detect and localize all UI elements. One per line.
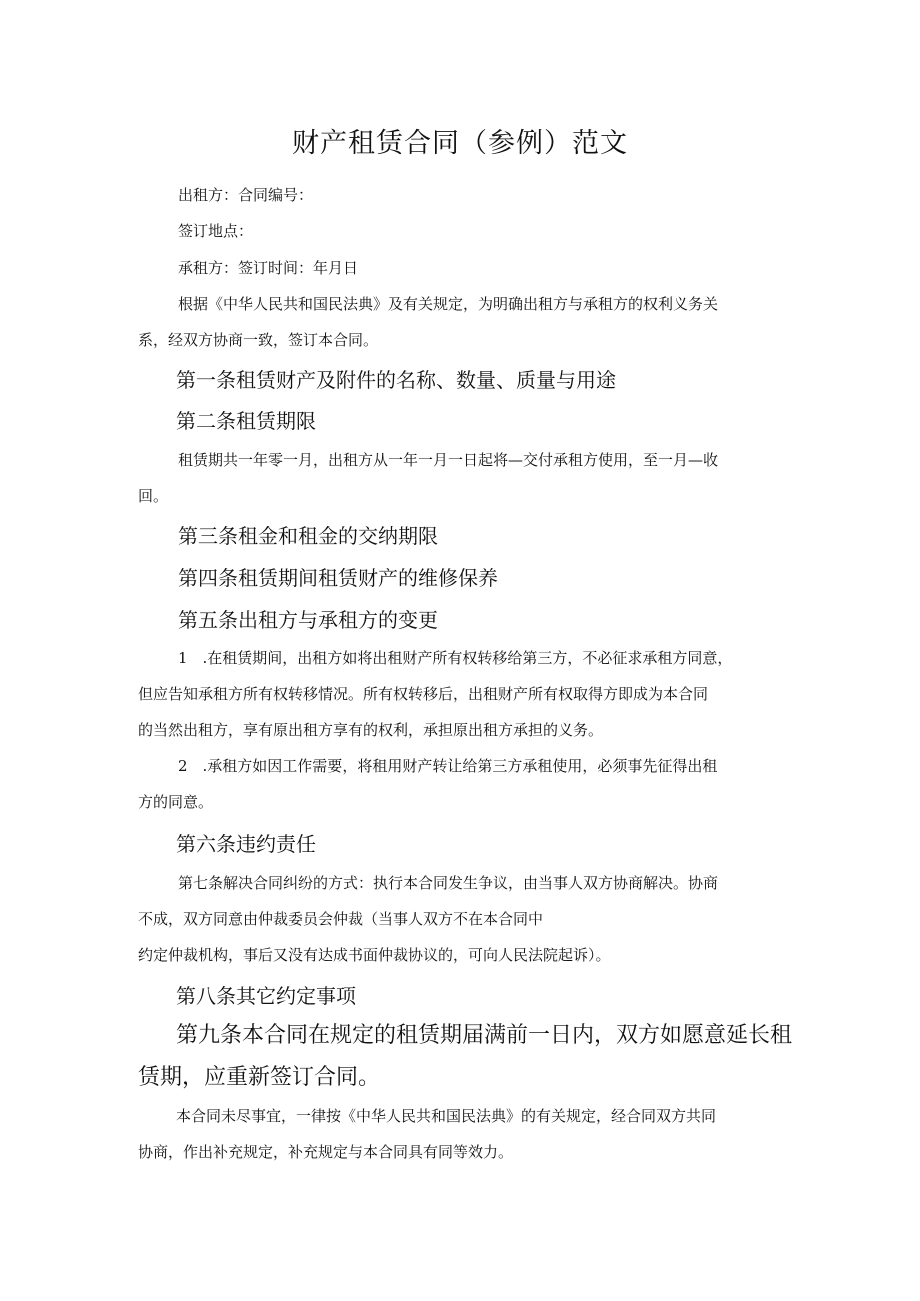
article-7-line-2: 不成，双方同意由仲裁委员会仲裁（当事人双方不在本合同中: [138, 910, 544, 928]
article-3-heading: 第三条租金和租金的交纳期限: [178, 524, 438, 548]
party-lessor-line: 出租方：合同编号：: [178, 186, 314, 204]
article-5-item-2-line-2: 方的同意。: [138, 793, 214, 811]
article-5-item-2-line-1: 2 .承租方如因工作需要，将租用财产转让给第三方承租使用，必须事先征得出租: [178, 757, 718, 775]
article-5-item-1-line-2: 但应告知承租方所有权转移情况。所有权转移后，出租财产所有权取得方即成为本合同: [138, 685, 709, 703]
article-5-item-1-line-3: 的当然出租方，享有原出租方享有的权利，承担原出租方承担的义务。: [138, 721, 604, 739]
article-2-body-line-2: 回。: [138, 487, 169, 505]
article-6-heading: 第六条违约责任: [176, 832, 316, 856]
article-5-heading: 第五条出租方与承租方的变更: [178, 608, 438, 632]
preamble-line-2: 系，经双方协商一致，签订本合同。: [138, 331, 379, 349]
article-2-body-line-1: 租赁期共一年零一月，出租方从一年一月一日起将—交付承租方使用，至一月—收: [178, 451, 719, 469]
party-lessee-line: 承租方：签订时间：年月日: [178, 259, 359, 277]
preamble-line-1: 根据《中华人民共和国民法典》及有关规定，为明确出租方与承租方的权利义务关: [178, 295, 719, 313]
article-4-heading: 第四条租赁期间租赁财产的维修保养: [178, 566, 498, 590]
article-7-line-1: 第七条解决合同纠纷的方式：执行本合同发生争议，由当事人双方协商解决。协商: [178, 874, 719, 892]
article-9-line-1: 第九条本合同在规定的租赁期届满前一日内，双方如愿意延长租: [176, 1023, 793, 1048]
article-9-line-2: 赁期，应重新签订合同。: [138, 1065, 381, 1090]
article-5-item-1-line-1: 1 .在租赁期间，出租方如将出租财产所有权转移给第三方，不必征求承租方同意，: [178, 649, 733, 667]
closing-line-2: 协商，作出补充规定，补充规定与本合同具有同等效力。: [138, 1143, 514, 1161]
article-8-heading: 第八条其它约定事项: [176, 984, 356, 1008]
article-7-line-3: 约定仲裁机构，事后又没有达成书面仲裁协议的，可向人民法院起诉）。: [138, 946, 611, 964]
sign-place-line: 签订地点：: [178, 222, 254, 240]
document-title: 财产租赁合同（参例）范文: [292, 128, 628, 159]
closing-line-1: 本合同未尽事宜，一律按《中华人民共和国民法典》的有关规定，经合同双方共同: [176, 1107, 717, 1125]
article-1-heading: 第一条租赁财产及附件的名称、数量、质量与用途: [176, 368, 616, 392]
article-2-heading: 第二条租赁期限: [176, 409, 316, 433]
